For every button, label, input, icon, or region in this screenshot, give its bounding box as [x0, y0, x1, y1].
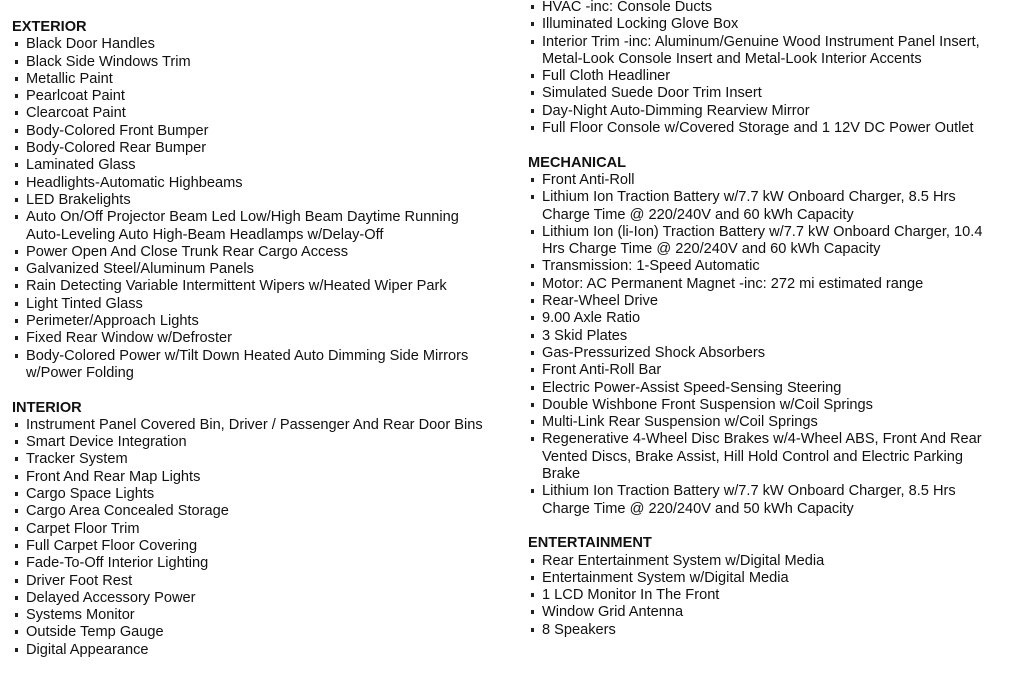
right-column — [528, 0, 1018, 656]
feature-item: Front Anti-Roll Bar — [528, 362, 1018, 379]
feature-item: Window Grid Antenna — [528, 604, 1018, 621]
feature-item: Rain Detecting Variable Intermittent Wipers w/Heated Wiper Park — [12, 278, 517, 295]
feature-item: Full Carpet Floor Covering — [12, 538, 517, 555]
feature-item: Instrument Panel Covered Bin, Driver / Passenger And Rear Door Bins — [12, 417, 517, 434]
feature-item: Fade-To-Off Interior Lighting — [12, 555, 517, 572]
section-title-exterior: EXTERIOR — [12, 19, 87, 35]
feature-list — [12, 417, 517, 659]
feature-item: 3 Skid Plates — [528, 328, 1018, 345]
feature-item: Lithium Ion Traction Battery w/7.7 kW Onboard Charger, 8.5 Hrs Charge Time @ 220/240V and 60 kWh Capacity — [528, 189, 1018, 224]
feature-item: Lithium Ion (li-Ion) Traction Battery w/7.7 kW Onboard Charger, 10.4 Hrs Charge Time @ 220/240V and 60 kWh Capacity — [528, 224, 1018, 259]
feature-item: Outside Temp Gauge — [12, 624, 517, 641]
feature-item: Galvanized Steel/Aluminum Panels — [12, 261, 517, 278]
feature-item: Illuminated Locking Glove Box — [528, 16, 1018, 33]
feature-item: Entertainment System w/Digital Media — [528, 570, 1018, 587]
feature-item: Rear-Wheel Drive — [528, 293, 1018, 310]
feature-item: Full Floor Console w/Covered Storage and 1 12V DC Power Outlet — [528, 120, 1018, 137]
feature-item: Light Tinted Glass — [12, 296, 517, 313]
feature-item: Regenerative 4-Wheel Disc Brakes w/4-Wheel ABS, Front And Rear Vented Discs, Brake Assist, Hill Hold Control and Electric Parking Brake — [528, 431, 1018, 483]
feature-item: Clearcoat Paint — [12, 105, 517, 122]
feature-list — [528, 0, 1018, 137]
feature-item: Full Cloth Headliner — [528, 68, 1018, 85]
feature-item: 9.00 Axle Ratio — [528, 310, 1018, 327]
feature-item: Gas-Pressurized Shock Absorbers — [528, 345, 1018, 362]
feature-item: Black Side Windows Trim — [12, 54, 517, 71]
feature-list — [528, 172, 1018, 518]
feature-item: HVAC -inc: Console Ducts — [528, 0, 1018, 16]
feature-item: Multi-Link Rear Suspension w/Coil Springs — [528, 414, 1018, 431]
feature-item: Digital Appearance — [12, 642, 517, 659]
feature-item: 8 Speakers — [528, 622, 1018, 639]
feature-item: Front And Rear Map Lights — [12, 469, 517, 486]
left-column — [12, 19, 517, 676]
feature-item: Cargo Space Lights — [12, 486, 517, 503]
feature-item: Rear Entertainment System w/Digital Media — [528, 553, 1018, 570]
feature-item: Double Wishbone Front Suspension w/Coil Springs — [528, 397, 1018, 414]
feature-item: LED Brakelights — [12, 192, 517, 209]
feature-item: Fixed Rear Window w/Defroster — [12, 330, 517, 347]
feature-item: Smart Device Integration — [12, 434, 517, 451]
feature-item: Perimeter/Approach Lights — [12, 313, 517, 330]
feature-item: Body-Colored Front Bumper — [12, 123, 517, 140]
feature-item: Carpet Floor Trim — [12, 521, 517, 538]
feature-item: Interior Trim -inc: Aluminum/Genuine Wood Instrument Panel Insert, Metal-Look Console Insert and Metal-Look Interior Accents — [528, 34, 1018, 69]
feature-list — [12, 36, 517, 382]
feature-item: Body-Colored Rear Bumper — [12, 140, 517, 157]
feature-item: Headlights-Automatic Highbeams — [12, 175, 517, 192]
feature-item: Auto On/Off Projector Beam Led Low/High Beam Daytime Running Auto-Leveling Auto High-Beam Headlamps w/Delay-Off — [12, 209, 517, 244]
feature-item: Cargo Area Concealed Storage — [12, 503, 517, 520]
feature-item: Laminated Glass — [12, 157, 517, 174]
section-title-entertainment: ENTERTAINMENT — [528, 535, 652, 552]
feature-item: Electric Power-Assist Speed-Sensing Steering — [528, 380, 1018, 397]
feature-item: 1 LCD Monitor In The Front — [528, 587, 1018, 604]
feature-item: Simulated Suede Door Trim Insert — [528, 85, 1018, 102]
feature-item: Power Open And Close Trunk Rear Cargo Access — [12, 244, 517, 261]
section-title-interior: INTERIOR — [12, 399, 82, 416]
feature-list — [528, 553, 1018, 639]
feature-item: Delayed Accessory Power — [12, 590, 517, 607]
feature-item: Lithium Ion Traction Battery w/7.7 kW Onboard Charger, 8.5 Hrs Charge Time @ 220/240V and 50 kWh Capacity — [528, 483, 1018, 518]
feature-item: Transmission: 1-Speed Automatic — [528, 258, 1018, 275]
feature-item: Black Door Handles — [12, 36, 517, 53]
feature-item: Body-Colored Power w/Tilt Down Heated Auto Dimming Side Mirrors w/Power Folding — [12, 348, 517, 383]
feature-item: Systems Monitor — [12, 607, 517, 624]
section-title-mechanical: MECHANICAL — [528, 154, 627, 171]
feature-item: Tracker System — [12, 451, 517, 468]
feature-item: Front Anti-Roll — [528, 172, 1018, 189]
feature-item: Metallic Paint — [12, 71, 517, 88]
feature-item: Motor: AC Permanent Magnet -inc: 272 mi estimated range — [528, 276, 1018, 293]
feature-item: Driver Foot Rest — [12, 573, 517, 590]
feature-item: Day-Night Auto-Dimming Rearview Mirror — [528, 103, 1018, 120]
feature-item: Pearlcoat Paint — [12, 88, 517, 105]
